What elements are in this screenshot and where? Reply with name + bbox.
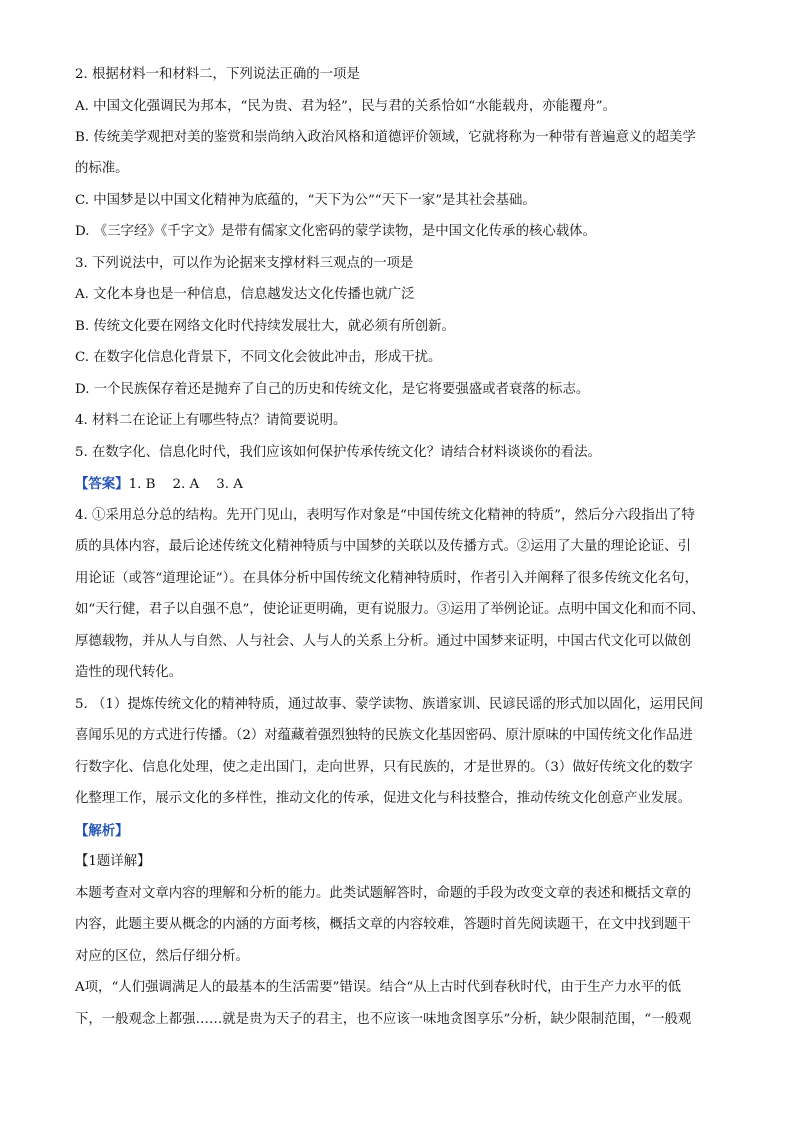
answer-row xyxy=(75,475,725,494)
question-4-stem: 4. 材料二在论证上有哪些特点？请简要说明。 xyxy=(75,413,347,428)
question-5-stem: 5. 在数字化、信息化时代，我们应该如何保护传承传统文化？请结合材料谈谈你的看法。 xyxy=(75,445,601,460)
detail-heading: 【1题详解】 xyxy=(75,854,151,869)
question-3-option-b: B. 传统文化要在网络文化时代持续发展壮大，就必须有所创新。 xyxy=(75,319,455,334)
question-3-option-c: C. 在数字化信息化背景下，不同文化会彼此冲击，形成干扰。 xyxy=(75,350,442,365)
answer-4-line: 造性的现代转化。 xyxy=(75,665,183,680)
answer-5-line: 5. （1）提炼传统文化的精神特质，通过故事、蒙学读物、族谱家训、民谚民谣的形式加以固化，运用民间 xyxy=(75,697,704,712)
answer-4-line: 4. ①采用总分总的结构。先开门见山，表明写作对象是“中国传统文化精神的特质”，然后分六段指出了特 xyxy=(75,508,695,523)
answer-4-line: 厚德载物，并从人与自然、人与社会、人与人的关系上分析。通过中国梦来证明，中国古代文化可以做创 xyxy=(75,634,691,649)
answer-4-line: 质的具体内容，最后论述传统文化精神特质与中国梦的关联以及传播方式。②运用了大量的理论论证、引 xyxy=(75,539,691,554)
detail-line: 下，一般观念上都强……就是贵为天子的君主，也不应该一味地贪图享乐”分析，缺少限制范围，“一般观 xyxy=(75,1012,692,1027)
answer-5-line: 喜闻乐见的方式进行传播。（2）对蕴藏着强烈独特的民族文化基因密码、原汁原味的中国传统文化作品进 xyxy=(75,728,693,743)
question-2-stem: 2. 根据材料一和材料二，下列说法正确的一项是 xyxy=(75,67,360,82)
question-3-option-a: A. 文化本身也是一种信息，信息越发达文化传播也就广泛 xyxy=(75,287,415,302)
question-2-option-b: B. 传统美学观把对美的鉴赏和崇尚纳入政治风格和道德评价领域，它就将称为一种带有普遍意义的超美学 xyxy=(75,130,696,145)
answer-5-line: 行数字化、信息化处理，使之走出国门，走向世界，只有民族的，才是世界的。（3）做好传统文化的数字 xyxy=(75,760,693,775)
analysis-tag: 【解析】 xyxy=(75,823,129,839)
question-3-stem: 3. 下列说法中，可以作为论据来支撑材料三观点的一项是 xyxy=(75,256,414,271)
answer-5-line: 化整理工作，展示文化的多样性，推动文化的传承，促进文化与科技整合，推动传统文化创意产业发展。 xyxy=(75,791,691,806)
detail-line: 对应的区位，然后仔细分析。 xyxy=(75,949,250,964)
answer-choices: 1. B 2. A 3. A xyxy=(128,477,243,492)
detail-line: 内容，此题主要从概念的内涵的方面考核，概括文章的内容较难，答题时首先阅读题干，在文中找到题干 xyxy=(75,917,691,932)
answer-tag: 【答案】 xyxy=(75,476,129,492)
question-2-option-a: A. 中国文化强调民为邦本，“民为贵、君为轻”，民与君的关系恰如“水能载舟，亦能覆舟”。 xyxy=(75,99,617,114)
answer-4-line: 如“天行健，君子以自强不息”，使论证更明确，更有说服力。③运用了举例论证。点明中国文化和而不同、 xyxy=(75,602,705,617)
detail-line: 本题考查对文章内容的理解和分析的能力。此类试题解答时，命题的手段为改变文章的表述和概括文章的 xyxy=(75,886,691,901)
detail-line: A项，“人们强调满足人的最基本的生活需要”错误。结合“从上古时代到春秋时代，由于生产力水平的低 xyxy=(75,980,682,995)
question-2-option-c: C. 中国梦是以中国文化精神为底蕴的，“天下为公”“天下一家”是其社会基础。 xyxy=(75,193,536,208)
question-2-option-b-cont: 的标准。 xyxy=(75,161,129,176)
answer-4-line: 用论证（或答“道理论证”）。在具体分析中国传统文化精神特质时，作者引入并阐释了很多传统文化名句， xyxy=(75,571,698,586)
analysis-tag-row xyxy=(75,822,725,841)
question-3-option-d: D. 一个民族保存着还是抛弃了自己的历史和传统文化，是它将要强盛或者衰落的标志。 xyxy=(75,382,590,397)
question-2-option-d: D. 《三字经》《千字文》是带有儒家文化密码的蒙学读物，是中国文化传承的核心载体。 xyxy=(75,224,596,239)
